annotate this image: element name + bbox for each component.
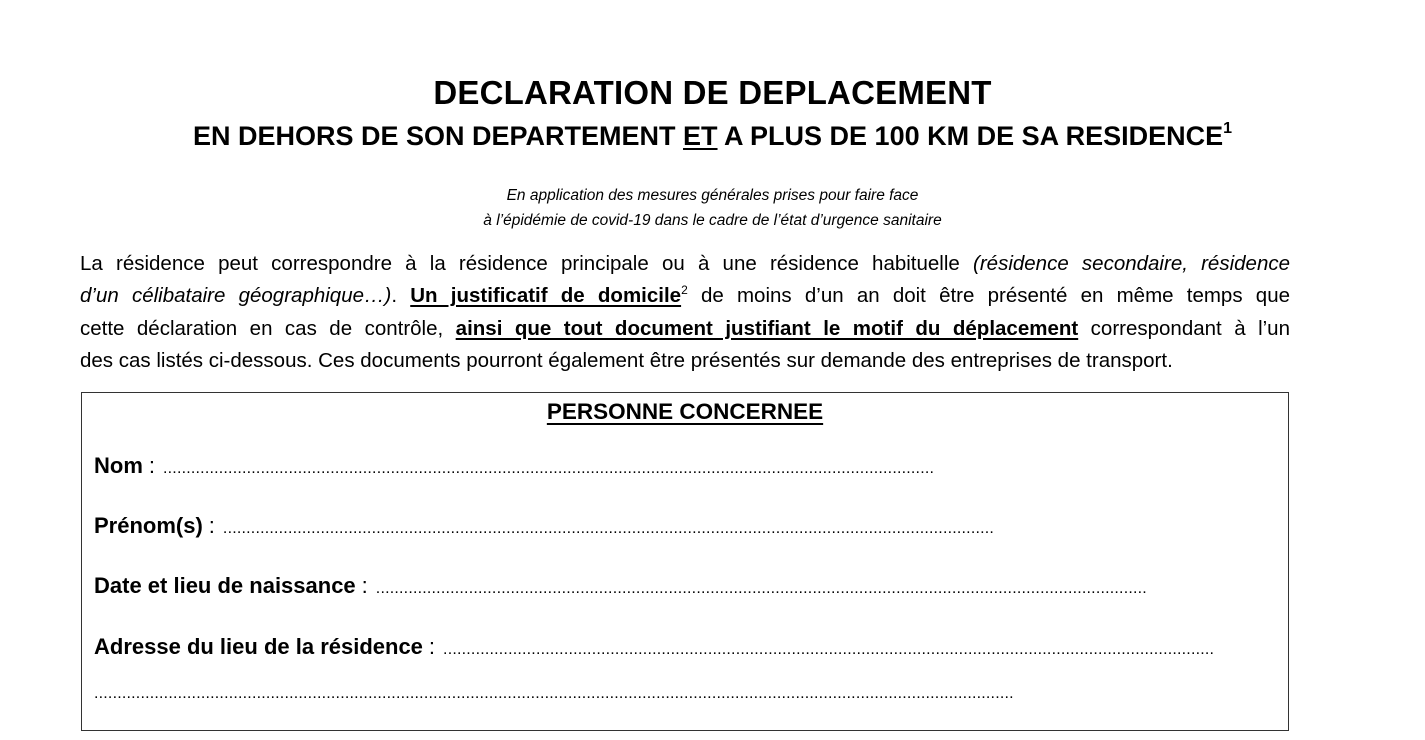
intro-line-3	[80, 313, 1290, 345]
name-label: Nom	[94, 453, 143, 478]
intro-line-3-bold: ainsi que tout document justifiant le motif du déplacement	[455, 316, 1079, 340]
address-continuation-dotted-line[interactable]: ......................................................................................................................................................................................................	[94, 685, 1014, 702]
intro-paragraph	[80, 248, 1290, 377]
birth-label: Date et lieu de naissance	[94, 573, 356, 598]
name-dotted-line[interactable]: ......................................................................................................................................................................	[163, 460, 935, 477]
firstname-label: Prénom(s)	[94, 513, 203, 538]
address-label: Adresse du lieu de la résidence	[94, 634, 423, 659]
birth-dotted-line[interactable]: ......................................................................................................................................................................	[375, 580, 1147, 597]
subtitle-underlined-word: ET	[683, 121, 718, 151]
intro-line-4: des cas listés ci-dessous. Ces documents pourront également être présentés sur demande des entreprises de transport.	[80, 348, 1173, 372]
subtitle-part1: EN DEHORS DE SON DEPARTEMENT	[192, 121, 684, 151]
firstname-colon: :	[208, 513, 215, 538]
intro-line-2-bold: Un justificatif de domicile	[410, 284, 682, 308]
intro-line-2-text: de moins d’un an doit être présenté en même temps que	[687, 284, 1290, 308]
name-field[interactable]	[94, 453, 1274, 479]
intro-footnote-marker: 2	[681, 283, 688, 298]
intro-line-2-italic: d’un célibataire géographique…)	[80, 284, 392, 308]
document-subtitle	[0, 121, 1425, 152]
legal-note	[0, 183, 1425, 233]
intro-line-2	[80, 280, 1290, 312]
firstname-field[interactable]	[94, 513, 1274, 539]
birth-colon: :	[361, 573, 368, 598]
address-dotted-line[interactable]: ......................................................................................................................................................................	[443, 641, 1215, 658]
birth-field[interactable]	[94, 573, 1274, 599]
intro-line-2-period: .	[391, 284, 411, 308]
address-field[interactable]	[94, 634, 1274, 660]
name-colon: :	[148, 453, 156, 478]
document-title: DECLARATION DE DEPLACEMENT	[433, 74, 992, 111]
subtitle-footnote-marker: 1	[1223, 120, 1233, 137]
subtitle-part2: A PLUS DE 100 KM DE SA RESIDENCE	[717, 121, 1224, 151]
legal-note-line1: En application des mesures générales prises pour faire face	[506, 187, 919, 204]
person-box-title: PERSONNE CONCERNEE	[546, 399, 824, 424]
address-colon: :	[428, 634, 436, 659]
legal-note-line2: à l’épidémie de covid-19 dans le cadre de l’état d’urgence sanitaire	[483, 212, 942, 229]
intro-line-1	[80, 248, 1290, 280]
intro-line-1-text: La résidence peut correspondre à la résidence principale ou à une résidence habituelle	[80, 252, 974, 275]
intro-line-1-italic: (résidence secondaire, résidence	[973, 252, 1290, 275]
firstname-dotted-line[interactable]: ......................................................................................................................................................................	[222, 520, 995, 537]
intro-line-3-text1: cette déclaration en cas de contrôle,	[80, 316, 456, 340]
address-continuation-field[interactable]	[94, 685, 1274, 703]
intro-line-3-text2: correspondant à l’un	[1078, 316, 1290, 340]
person-box	[81, 392, 1289, 731]
